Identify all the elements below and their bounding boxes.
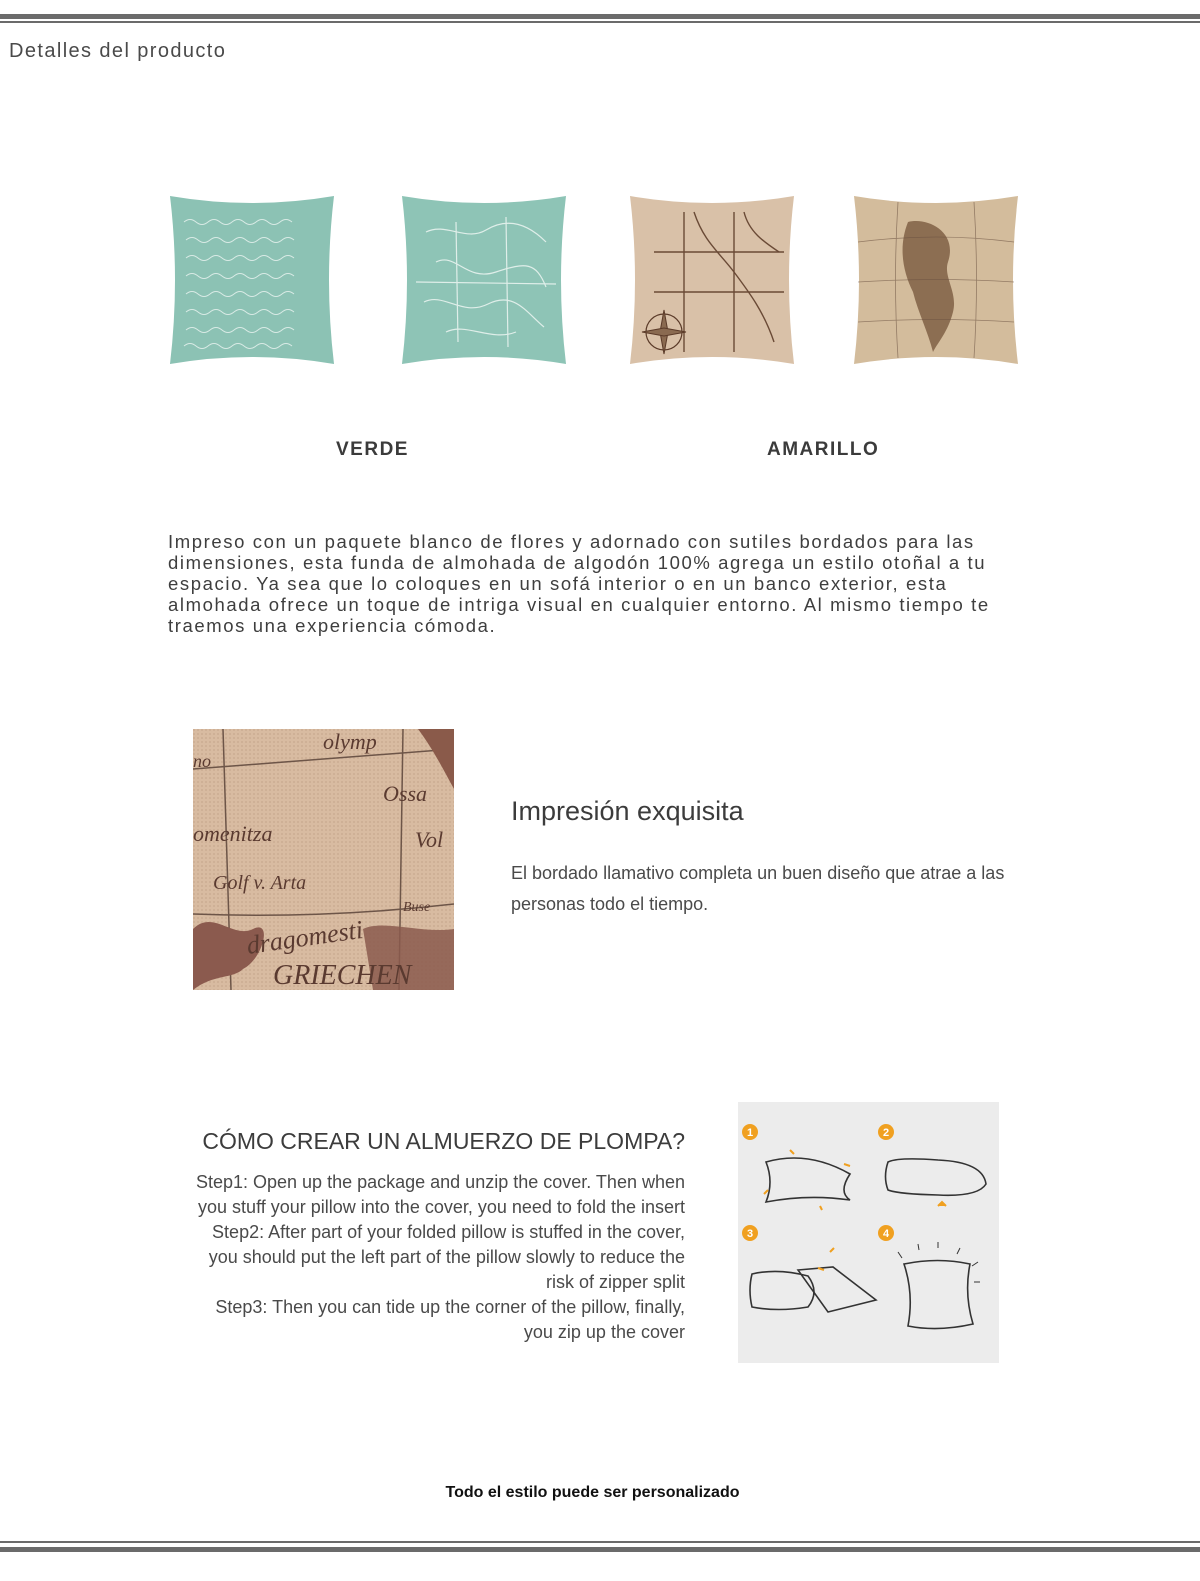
diagram-step-3: 3 xyxy=(746,1228,754,1240)
closeup-word-dragomesti: dragomesti xyxy=(244,914,365,960)
diagram-step-2: 2 xyxy=(882,1127,890,1139)
diagram-step-4: 4 xyxy=(882,1228,890,1240)
pillow-green-script-image xyxy=(164,192,340,368)
bottom-rule-thin xyxy=(0,1541,1200,1543)
howto-step-line: you zip up the cover xyxy=(523,1322,685,1342)
closeup-word-griechen: GRIECHEN xyxy=(273,960,412,990)
howto-step-line: Step1: Open up the package and unzip the cover. Then when xyxy=(195,1172,685,1192)
feature-text: El bordado llamativo completa un buen diseño que atrae a las personas todo el tiempo. xyxy=(511,863,1005,914)
pillow-beige-compass-map-image xyxy=(624,192,800,368)
howto-step-line: you should put the left part of the pillow slowly to reduce the xyxy=(208,1247,685,1267)
top-rule-thin xyxy=(0,21,1200,23)
pillow-green-map-image xyxy=(396,192,572,368)
fabric-closeup-image xyxy=(193,729,454,990)
footer-note: Todo el estilo puede ser personalizado xyxy=(445,1484,740,1501)
howto-step-line: risk of zipper split xyxy=(545,1272,685,1292)
product-description: Impreso con un paquete blanco de flores y adornado con sutiles bordados para las dimensiones, esta funda de almohada de algodón 100% agrega un estilo otoñal a tu espacio. Ya sea que lo coloques en un sofá interior o en un banco exterior, esta almohada ofrece un toque de intriga visual en cualquier entorno. Al mismo tiempo te traemos una experiencia cómoda. xyxy=(168,531,990,636)
color-label-verde: VERDE xyxy=(336,439,409,460)
closeup-word-golf-arta: Golf v. Arta xyxy=(213,872,307,894)
bottom-rule-thick xyxy=(0,1547,1200,1552)
closeup-word-no: no xyxy=(193,751,211,771)
stuffing-instructions-diagram xyxy=(738,1102,999,1363)
section-title: Detalles del producto xyxy=(9,40,227,62)
howto-step-line: you stuff your pillow into the cover, you need to fold the insert xyxy=(198,1197,685,1217)
color-label-amarillo: AMARILLO xyxy=(767,439,880,460)
howto-title: CÓMO CREAR UN ALMUERZO DE PLOMPA? xyxy=(202,1128,685,1154)
closeup-word-buse: Buse xyxy=(403,900,431,915)
howto-step-line: Step2: After part of your folded pillow is stuffed in the cover, xyxy=(212,1222,685,1242)
top-rule-thick xyxy=(0,14,1200,19)
howto-steps xyxy=(120,1170,685,1345)
closeup-word-vol: Vol xyxy=(415,827,444,852)
closeup-word-ossa: Ossa xyxy=(383,781,428,806)
pillow-beige-world-map-image xyxy=(848,192,1024,368)
closeup-word-olymp: olymp xyxy=(323,729,377,754)
howto-step-line: Step3: Then you can tide up the corner of the pillow, finally, xyxy=(215,1297,685,1317)
diagram-step-1: 1 xyxy=(746,1127,754,1139)
closeup-word-omenitza: omenitza xyxy=(193,821,273,846)
feature-title: Impresión exquisita xyxy=(511,796,744,826)
